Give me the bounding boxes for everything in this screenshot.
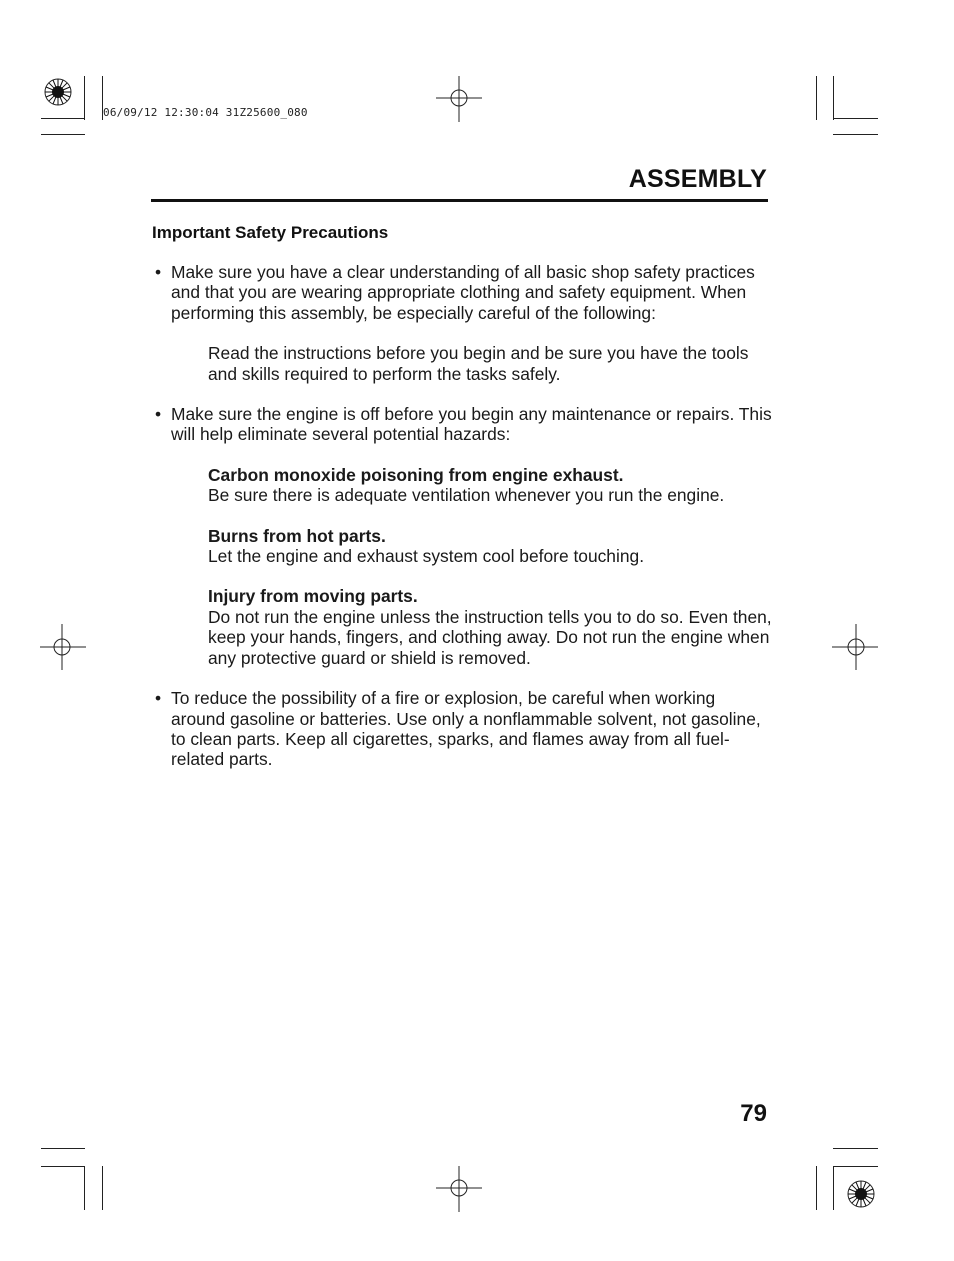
title-divider — [151, 199, 768, 202]
bullet-dot: • — [155, 688, 162, 709]
bullet-text: To reduce the possibility of a fire or explosion, be careful when working around gasoline or batteries. Use only a nonflammable solvent, not gasoline, to clean parts. Keep all cigarettes, sparks, and flames away from all fuel-related parts. — [171, 688, 761, 770]
hazard-title: Carbon monoxide poisoning from engine exhaust. — [208, 464, 624, 485]
bullet-dot: • — [155, 262, 162, 282]
page-number: 79 — [740, 1100, 767, 1127]
hazard-text: Be sure there is adequate ventilation whenever you run the engine. — [208, 485, 725, 506]
hazard-title: Injury from moving parts. — [208, 586, 418, 607]
hazard-item — [152, 526, 772, 567]
print-timestamp: 06/09/12 12:30:04 31Z25600_080 — [103, 106, 308, 119]
bullet-text: Make sure the engine is off before you begin any maintenance or repairs. This will help eliminate several potential hazards: — [171, 404, 772, 445]
body-content — [152, 262, 772, 790]
bullet-dot: • — [155, 404, 162, 425]
crosshair-icon — [832, 624, 878, 670]
note-text: Read the instructions before you begin and be sure you have the tools and skills required to perform the tasks safely. — [208, 343, 749, 384]
hazard-title: Burns from hot parts. — [208, 525, 386, 546]
registration-target-icon — [845, 1178, 877, 1210]
crosshair-icon — [436, 1166, 482, 1212]
instruction-note — [152, 343, 772, 384]
page-title: ASSEMBLY — [628, 165, 767, 193]
section-heading: Important Safety Precautions — [152, 223, 389, 242]
crosshair-icon — [436, 76, 482, 122]
bullet-item — [152, 688, 772, 770]
hazard-item — [152, 586, 772, 668]
hazard-item — [152, 465, 772, 506]
hazard-text: Do not run the engine unless the instruction tells you to do so. Even then, keep your hands, fingers, and clothing away. Do not run the engine when any protective guard or shield is removed. — [208, 606, 772, 668]
bullet-text: Make sure you have a clear understanding of all basic shop safety practices and that you are wearing appropriate clothing and safety equipment. When performing this assembly, be especially careful of the following: — [171, 262, 755, 323]
crosshair-icon — [40, 624, 86, 670]
bullet-item — [152, 404, 772, 445]
registration-target-icon — [42, 76, 74, 108]
bullet-item — [152, 262, 772, 323]
hazard-text: Let the engine and exhaust system cool before touching. — [208, 546, 645, 567]
